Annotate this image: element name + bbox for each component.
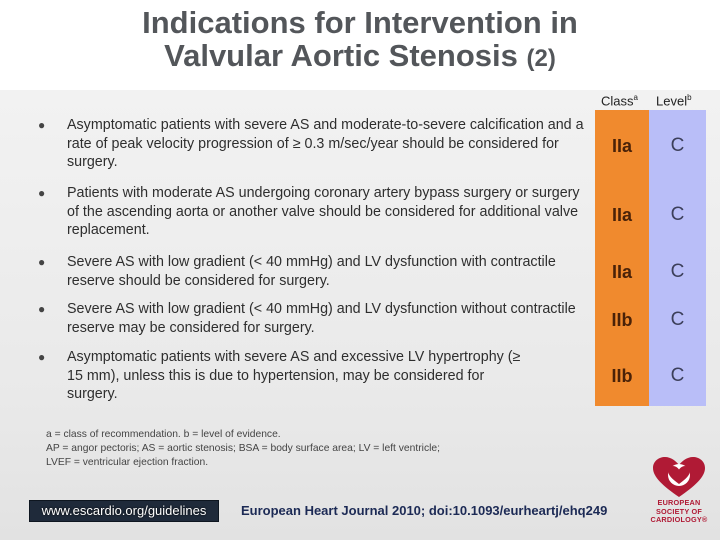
bullet-icon: ● (38, 186, 46, 200)
recommendation-5-text: Asymptomatic patients with severe AS and excessive LV hypertrophy (≥ 15 mm), unless this is due to hypertension, may be considered for surgery. (67, 349, 521, 403)
recommendation-5-level: C (670, 365, 685, 386)
logo-line-3: CARDIOLOGY® (650, 515, 708, 525)
bullet-icon: ● (38, 350, 46, 364)
recommendation-3-class: IIa (611, 262, 632, 282)
recommendation-4-level: C (670, 309, 685, 330)
recommendation-3-text: Severe AS with low gradient (< 40 mmHg) and LV dysfunction with contractile reserve should be considered for surgery. (67, 254, 556, 289)
recommendation-1-text: Asymptomatic patients with severe AS and moderate-to-severe calcification and a rate of peak velocity progression of ≥ 0.3 m/sec/year should be considered for surgery. (67, 117, 584, 171)
recommendation-5-class: IIb (611, 366, 633, 386)
recommendation-1-level: C (670, 135, 685, 156)
level-column-header (656, 93, 692, 108)
recommendation-1-class: IIa (611, 136, 632, 156)
recommendation-3 (38, 253, 590, 290)
recommendation-3-level: C (670, 261, 685, 282)
recommendation-4 (38, 300, 590, 337)
footnote-line-2: AP = angor pectoris; AS = aortic stenosis; BSA = body surface area; LV = left ventricle; (46, 443, 440, 455)
class-header-sup: a (633, 93, 638, 102)
recommendation-1 (38, 116, 590, 172)
recommendation-2-text: Patients with moderate AS undergoing coronary artery bypass surgery or surgery of the ascending aorta or another valve should be considered for additional valve replacement. (67, 185, 580, 239)
title-line-1: Indications for Intervention in (142, 5, 578, 40)
footnote-line-1: a = class of recommendation. b = level of evidence. (46, 429, 281, 440)
recommendation-4-class: IIb (611, 310, 633, 330)
title-line-2-text: Valvular Aortic Stenosis (164, 38, 518, 73)
bullet-icon: ● (38, 118, 46, 132)
footnotes (46, 428, 566, 471)
level-header-sup: b (687, 93, 692, 102)
guidelines-url-link[interactable]: www.escardio.org/guidelines (29, 500, 219, 522)
recommendation-5 (38, 348, 590, 404)
slide-title (0, 6, 720, 75)
title-number: (2) (526, 45, 556, 72)
esc-heart-icon (643, 455, 715, 501)
recommendation-2-class: IIa (611, 205, 632, 225)
recommendation-2-level: C (670, 204, 685, 225)
class-header-label: Class (601, 93, 634, 109)
bullet-icon: ● (38, 255, 46, 269)
logo-line-1: EUROPEAN (657, 498, 701, 507)
bullet-icon: ● (38, 302, 46, 316)
esc-logo-text (643, 499, 715, 525)
recommendation-4-text: Severe AS with low gradient (< 40 mmHg) and LV dysfunction without contractile reserve may be considered for surgery. (67, 301, 576, 336)
footnote-line-3: LVEF = ventricular ejection fraction. (46, 457, 209, 469)
logo-line-2: SOCIETY OF (655, 506, 703, 516)
esc-logo (643, 455, 715, 535)
class-column-header (601, 93, 638, 108)
title-line-2 (0, 39, 720, 75)
journal-citation: European Heart Journal 2010; doi:10.1093/eurheartj/ehq249 (241, 503, 608, 518)
level-header-label: Level (656, 93, 688, 109)
recommendation-2 (38, 184, 590, 240)
